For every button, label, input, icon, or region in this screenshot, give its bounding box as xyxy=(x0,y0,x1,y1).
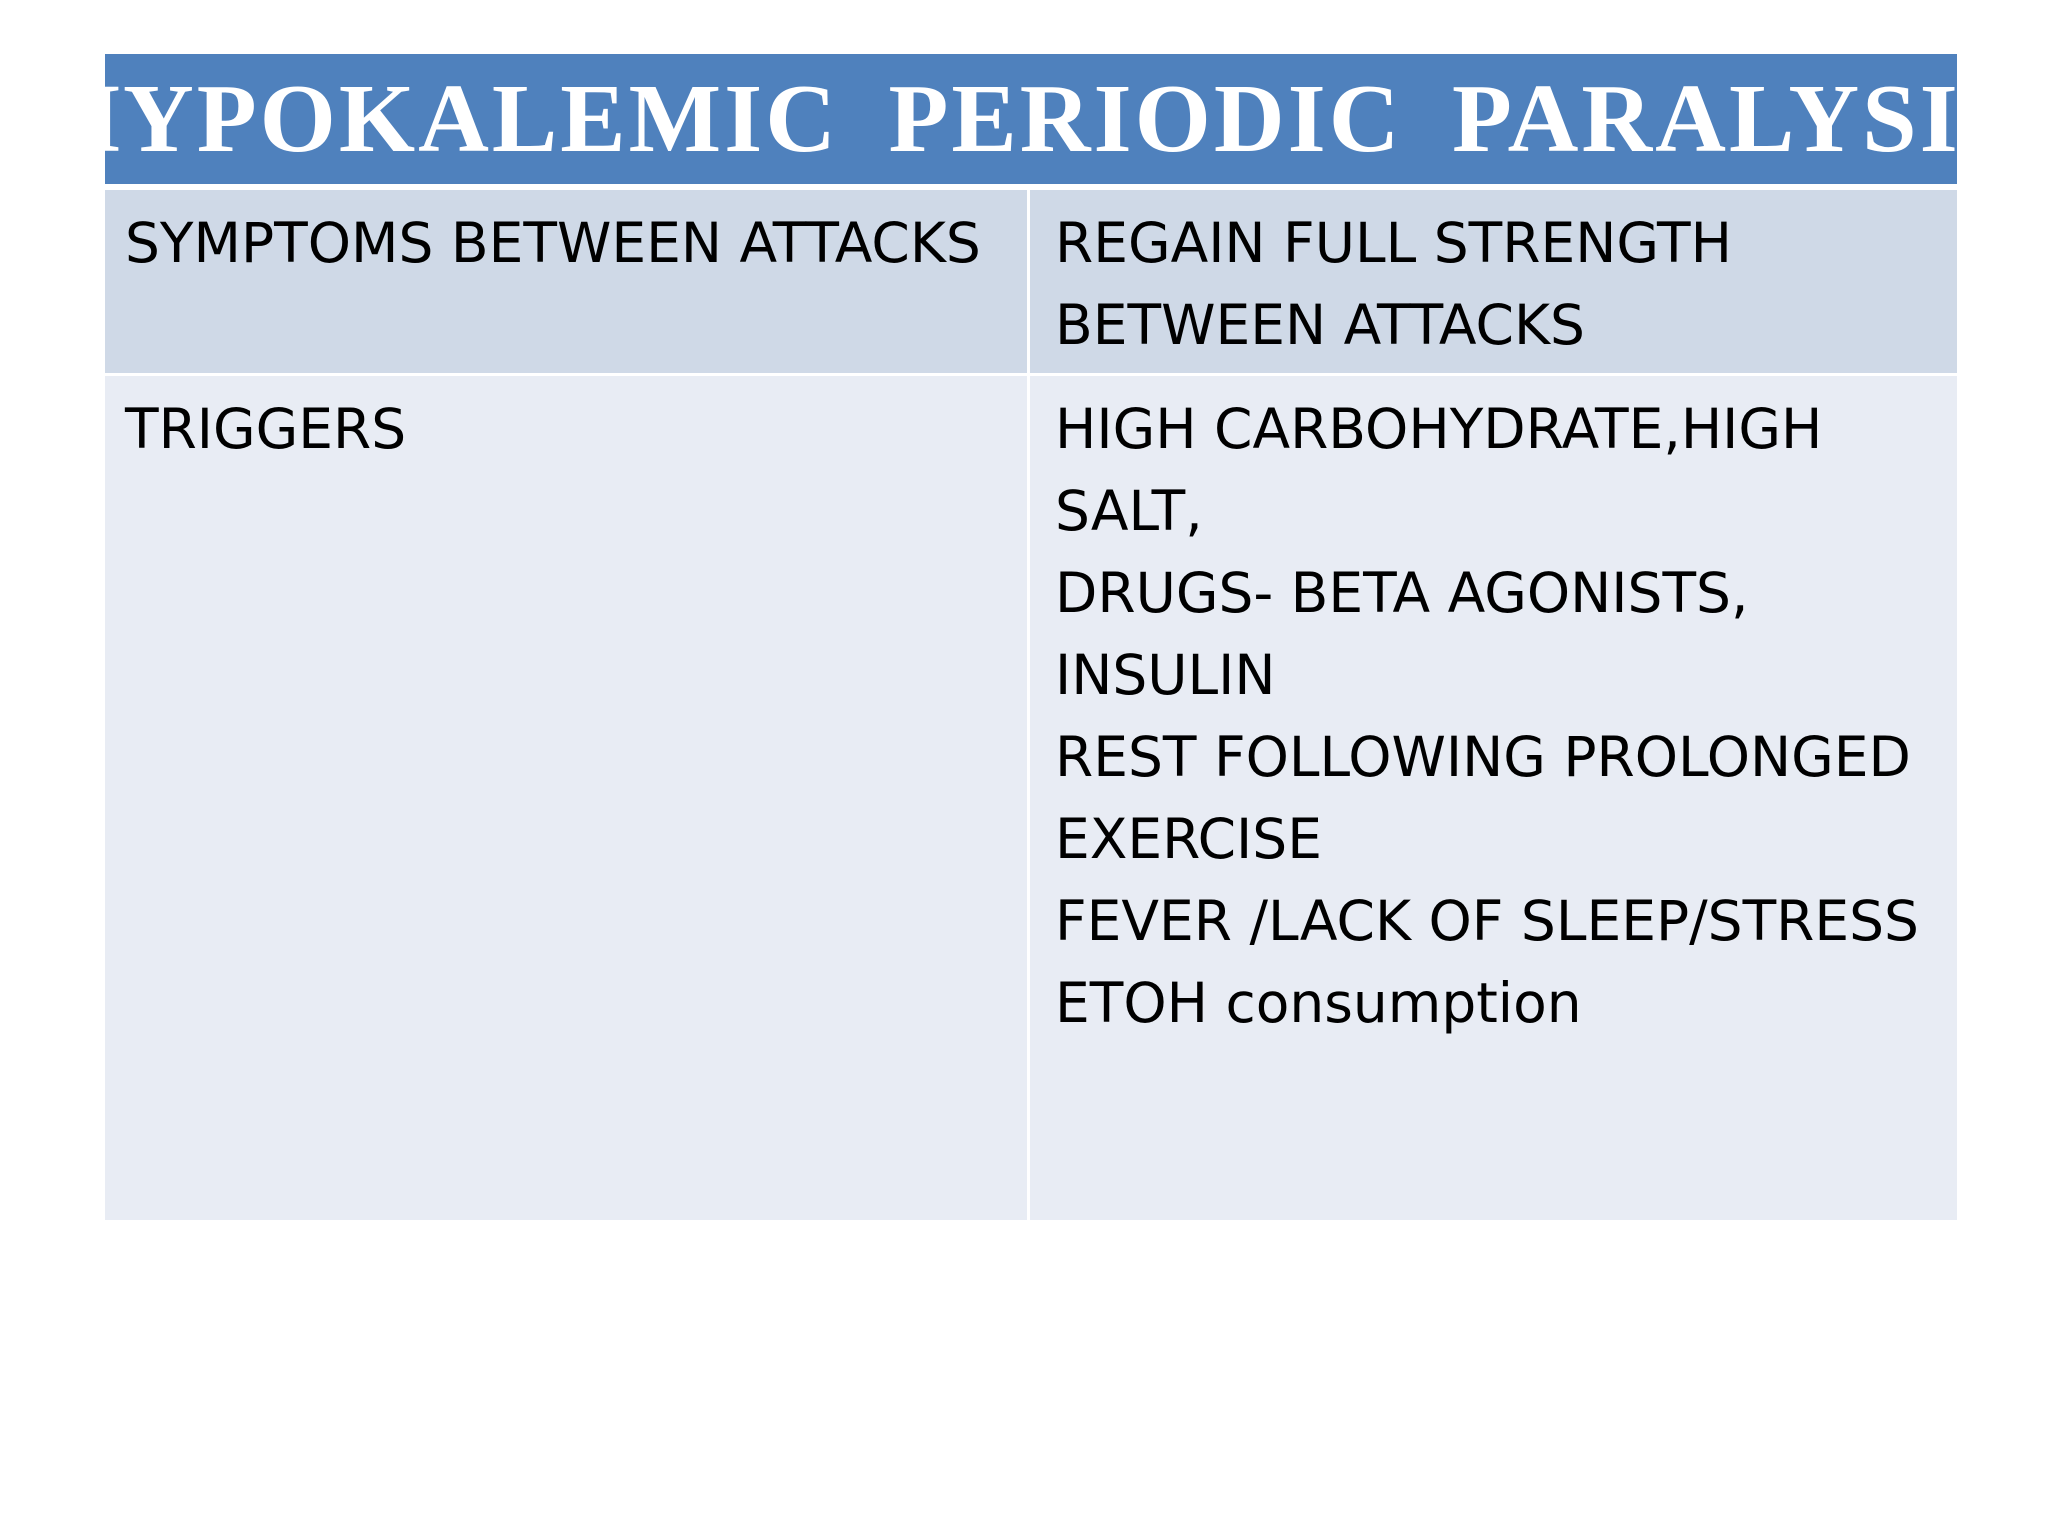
value-line: EXERCISE xyxy=(1055,807,1322,871)
row-value xyxy=(1030,190,1957,373)
value-line: DRUGS- BETA AGONISTS, xyxy=(1055,561,1749,625)
row-value xyxy=(1030,376,1957,1220)
value-line: SALT, xyxy=(1055,479,1203,543)
value-line: ETOH consumption xyxy=(1055,971,1582,1035)
title-bar xyxy=(43,54,2019,184)
row-label: TRIGGERS xyxy=(105,376,1030,1220)
value-line: BETWEEN ATTACKS xyxy=(1055,293,1585,357)
value-line: INSULIN xyxy=(1055,643,1276,707)
table-row xyxy=(105,373,1957,1220)
row-label: SYMPTOMS BETWEEN ATTACKS xyxy=(105,190,1030,373)
table-row xyxy=(105,190,1957,373)
value-line: FEVER /LACK OF SLEEP/STRESS xyxy=(1055,889,1919,953)
value-line: HIGH CARBOHYDRATE,HIGH xyxy=(1055,397,1823,461)
value-line: REST FOLLOWING PROLONGED xyxy=(1055,725,1911,789)
info-table xyxy=(105,190,1957,1220)
slide-title: HYPOKALEMIC PERIODIC PARALYSIS xyxy=(43,65,2019,173)
value-line: REGAIN FULL STRENGTH xyxy=(1055,211,1732,275)
